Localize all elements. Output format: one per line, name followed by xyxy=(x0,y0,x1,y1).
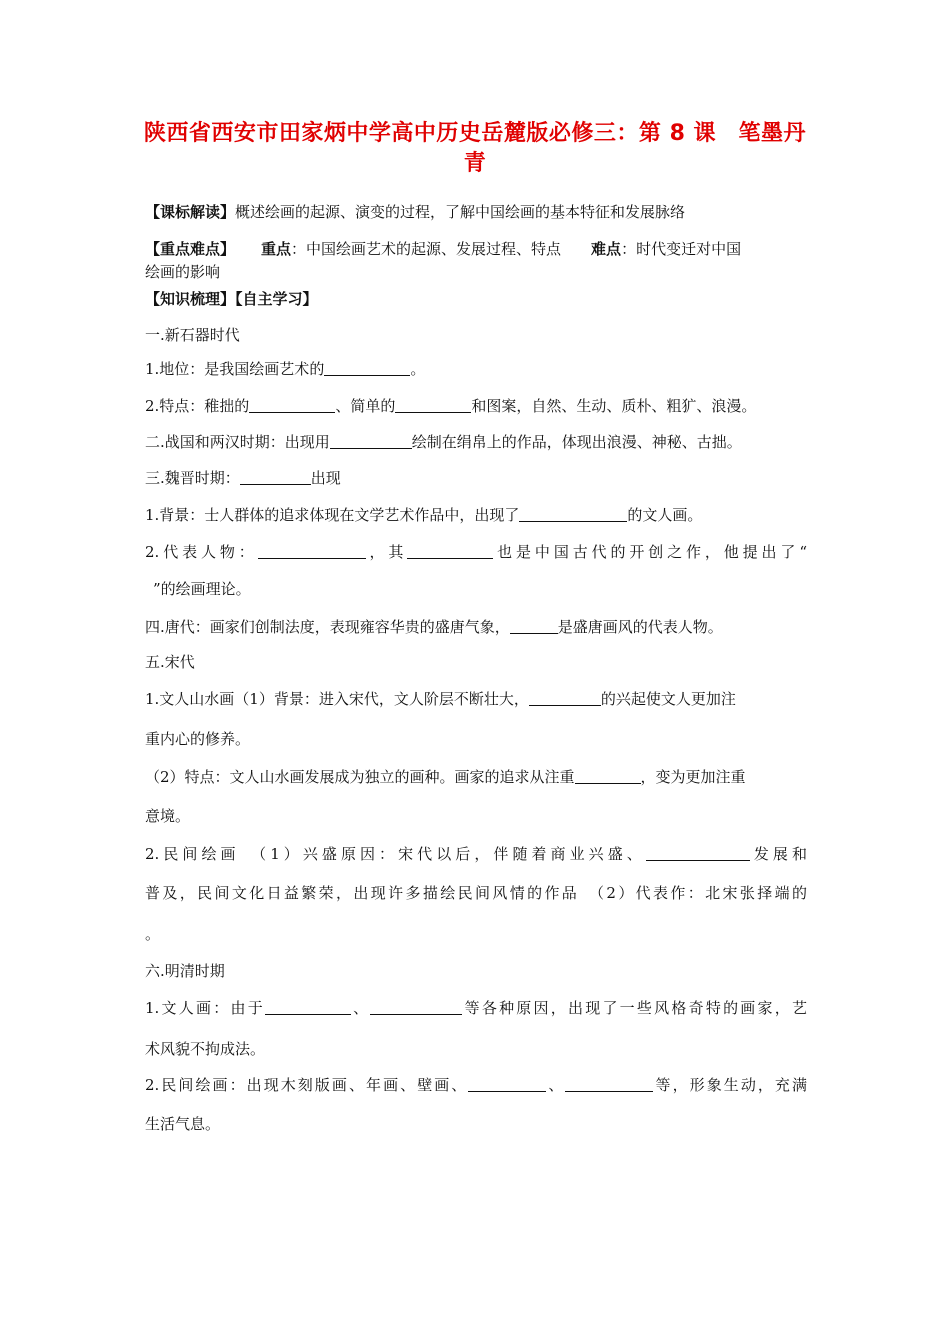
s5-item1-text-2: 的兴起使文人更加注 xyxy=(600,690,736,708)
s6-item2-text-2: 等，形象生动，充满 xyxy=(653,1076,807,1094)
section-1-heading: 一.新石器时代 xyxy=(145,326,240,344)
s3-item1-end: 的文人画。 xyxy=(627,506,703,524)
s6-item2 xyxy=(145,1075,807,1095)
s2-text: 二.战国和两汉时期：出现用 xyxy=(145,433,330,451)
title-line-2: 青 xyxy=(463,151,487,176)
s5-item1-point2 xyxy=(145,767,807,787)
answer-blank[interactable] xyxy=(407,543,493,559)
zhongdian-line-2: 绘画的影响 xyxy=(145,263,221,281)
s1-item1-text: 1.地位：是我国绘画艺术的 xyxy=(145,360,325,378)
section-4-line xyxy=(145,617,807,637)
s5-item2-end: 。 xyxy=(145,925,161,943)
answer-blank[interactable] xyxy=(258,543,366,559)
s6-item2-cont: 生活气息。 xyxy=(145,1115,221,1133)
s3-heading-text: 三.魏晋时期： xyxy=(145,469,240,487)
s3-heading-end: 出现 xyxy=(310,469,341,487)
s2-text-2: 绘制在绢帛上的作品，体现出浪漫、神秘、古拙。 xyxy=(411,433,742,451)
answer-blank[interactable] xyxy=(519,506,627,522)
key-point-label: 重点 xyxy=(261,240,292,258)
section-3-heading xyxy=(145,468,807,488)
s6-item2-sep: 、 xyxy=(546,1076,566,1094)
s1-item2-text-2: 、简单的 xyxy=(335,397,396,415)
s4-text: 四.唐代：画家们创制法度，表现雍容华贵的盛唐气象， xyxy=(145,618,510,636)
hard-point-text: ：时代变迁对中国 xyxy=(621,240,742,258)
zhongdian-line xyxy=(145,239,807,259)
s1-item2 xyxy=(145,396,807,416)
s3-item1-text: 1.背景：士人群体的追求体现在文学艺术作品中，出现了 xyxy=(145,506,520,524)
s1-item1-end: 。 xyxy=(410,360,426,378)
s6-item1-text-2: 等各种原因，出现了一些风格奇特的画家，艺 xyxy=(462,999,807,1017)
answer-blank[interactable] xyxy=(240,469,311,485)
kebiao-line xyxy=(145,202,807,222)
answer-blank[interactable] xyxy=(646,845,750,861)
answer-blank[interactable] xyxy=(330,433,412,449)
s3-item2-text-2: ，其 xyxy=(365,543,408,561)
zhongdian-label: 【重点难点】 xyxy=(145,240,236,258)
key-point-text: ：中国绘画艺术的起源、发展过程、特点 xyxy=(291,240,562,258)
s3-item2-end: ”的绘画理论。 xyxy=(153,580,251,598)
answer-blank[interactable] xyxy=(324,360,410,376)
s6-item1-text: 1.文人画：由于 xyxy=(145,999,265,1017)
kebiao-text: 概述绘画的起源、演变的过程，了解中国绘画的基本特征和发展脉络 xyxy=(235,203,686,221)
hard-point-label: 难点 xyxy=(591,240,622,258)
s6-item1-cont: 术风貌不拘成法。 xyxy=(145,1040,266,1058)
s6-item1 xyxy=(145,998,807,1018)
s4-text-2: 是盛唐画风的代表人物。 xyxy=(557,618,723,636)
s3-item2-text-3: 也是中国古代的开创之作，他提出了“ xyxy=(493,543,807,561)
section-2-line xyxy=(145,432,807,452)
s5-item2-cont: 普及，民间文化日益繁荣，出现许多描绘民间风情的作品 （2）代表作：北宋张择端的 xyxy=(145,884,807,902)
answer-blank[interactable] xyxy=(529,690,601,706)
s1-item2-text-3: 和图案，自然、生动、质朴、粗犷、浪漫。 xyxy=(471,397,757,415)
answer-blank[interactable] xyxy=(510,618,558,634)
section-6-heading: 六.明清时期 xyxy=(145,962,225,980)
section-5-heading: 五.宋代 xyxy=(145,653,195,671)
s6-item2-text: 2.民间绘画：出现木刻版画、年画、壁画、 xyxy=(145,1076,469,1094)
s3-item2-cont xyxy=(145,579,807,599)
s5-item1-cont: 重内心的修养。 xyxy=(145,730,251,748)
s5-item1-text: 1.文人山水画（1）背景：进入宋代，文人阶层不断壮大， xyxy=(145,690,529,708)
zhishi-label: 【知识梳理】 xyxy=(145,290,236,308)
answer-blank[interactable] xyxy=(565,1076,653,1092)
zizhu-label: 【自主学习】 xyxy=(235,290,318,308)
title-line-1: 陕西省西安市田家炳中学高中历史岳麓版必修三：第 8 课 笔墨丹 xyxy=(143,121,807,146)
document-title xyxy=(120,119,830,179)
s5-point2-text: （2）特点：文人山水画发展成为独立的画种。画家的追求从注重 xyxy=(145,768,575,786)
s5-point2-text-2: ，变为更加注重 xyxy=(640,768,746,786)
s1-item1 xyxy=(145,359,807,379)
s3-item1 xyxy=(145,505,807,525)
s1-item2-text: 2.特点：稚拙的 xyxy=(145,397,250,415)
s5-item2-text-2: 发展和 xyxy=(749,845,807,863)
answer-blank[interactable] xyxy=(249,397,335,413)
s3-item2 xyxy=(145,542,807,562)
kebiao-label: 【课标解读】 xyxy=(145,203,236,221)
answer-blank[interactable] xyxy=(575,768,641,784)
s3-item2-text: 2.代表人物： xyxy=(145,543,258,561)
s6-item1-sep: 、 xyxy=(350,999,371,1017)
s5-item1-point2-cont: 意境。 xyxy=(145,807,191,825)
s5-item2-text: 2.民间绘画 （1）兴盛原因：宋代以后，伴随着商业兴盛、 xyxy=(145,845,646,863)
answer-blank[interactable] xyxy=(265,999,351,1015)
zhishi-line xyxy=(145,289,807,309)
s5-item2 xyxy=(145,844,807,864)
answer-blank[interactable] xyxy=(370,999,462,1015)
answer-blank[interactable] xyxy=(395,397,471,413)
answer-blank[interactable] xyxy=(468,1076,546,1092)
s5-item1 xyxy=(145,689,807,709)
